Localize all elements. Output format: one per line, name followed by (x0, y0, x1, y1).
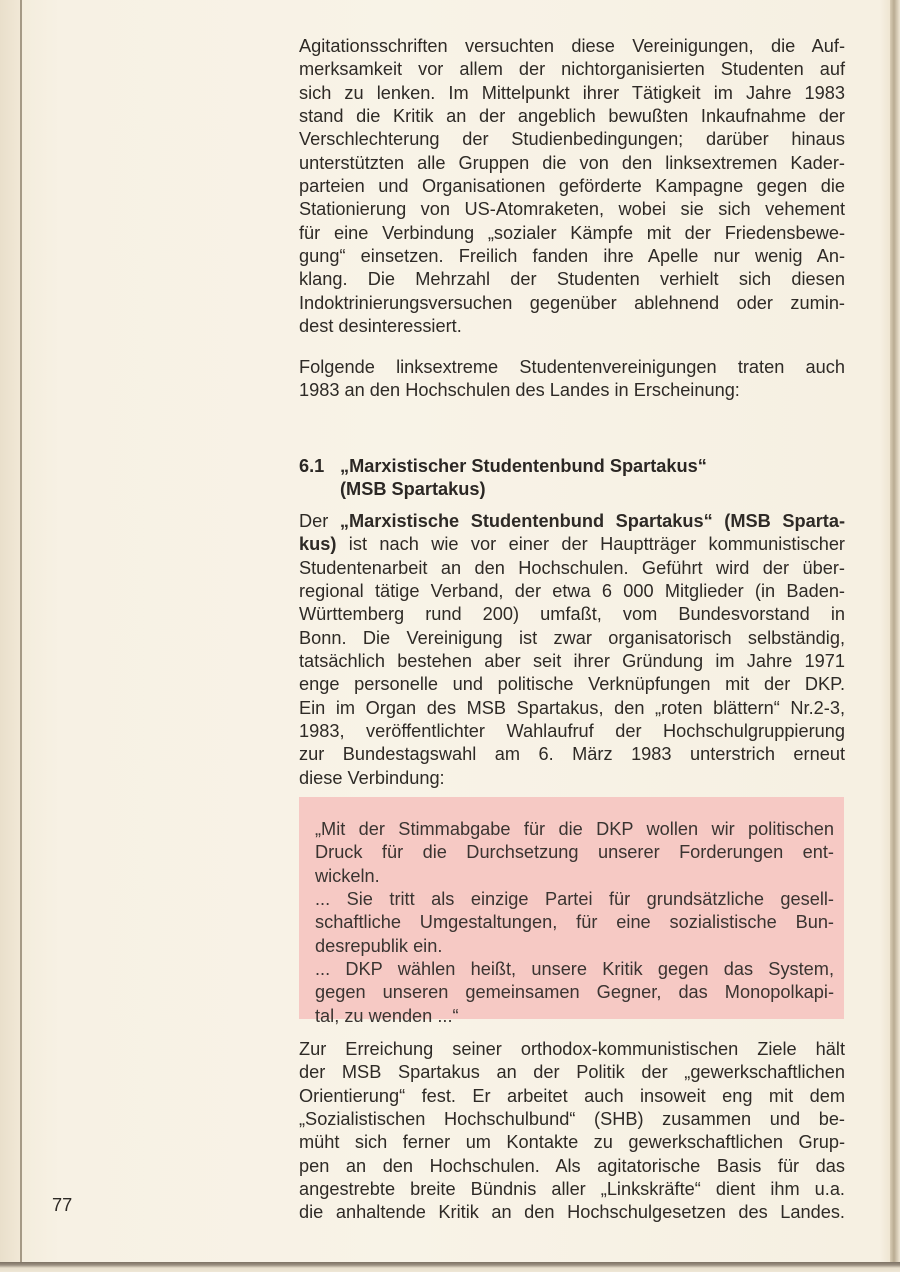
text-line: enge personelle und politische Verknüpfungen mit der DKP. (299, 674, 845, 695)
text-line: unterstützten alle Gruppen die von den linksextremen Kader- (299, 152, 845, 173)
text-line: pen an den Hochschulen. Als agitatorische Basis für das (299, 1155, 845, 1176)
text-line: für eine Verbindung „sozialer Kämpfe mit der Friedensbewe- (299, 222, 845, 243)
text-line: gung“ einsetzen. Freilich fanden ihre Apelle nur wenig An- (299, 246, 845, 267)
text-line: Zur Erreichung seiner orthodox-kommunistischen Ziele hält (299, 1039, 845, 1059)
text-line: Verschlechterung der Studienbedingungen; darüber hinaus (299, 129, 845, 150)
section-heading (299, 455, 707, 502)
text-line: Folgende linksextreme Studentenvereinigungen traten auch (299, 357, 845, 377)
quote-line: ... DKP wählen heißt, unsere Kritik gegen das System, (315, 959, 834, 980)
transition-paragraph (299, 356, 845, 403)
text-line: der MSB Spartakus an der Politik der „gewerkschaftlichen (299, 1062, 845, 1083)
text-line (299, 533, 845, 556)
text-line: diese Verbindung: (299, 767, 445, 788)
binding-gutter (0, 0, 20, 1272)
text-run: Der (299, 511, 340, 531)
body-paragraph-msb (299, 510, 845, 790)
text-line: sich zu lenken. Im Mittelpunkt ihrer Tätigkeit im Jahre 1983 (299, 82, 845, 103)
page-bottom-edge-shadow (0, 1262, 900, 1272)
quote-line: tal, zu wenden ...“ (315, 1005, 459, 1026)
text-line: müht sich ferner um Kontakte zu gewerkschaftlichen Grup- (299, 1132, 845, 1153)
text-line: klang. Die Mehrzahl der Studenten verhielt sich diesen (299, 269, 845, 290)
text-line: Orientierung“ fest. Er arbeitet auch insoweit eng mit dem (299, 1085, 845, 1106)
bold-organization-name-end: kus) (299, 534, 337, 555)
intro-paragraph (299, 35, 845, 338)
text-line: die anhaltende Kritik an den Hochschulgesetzen des Landes. (299, 1202, 845, 1223)
binding-fold-line (20, 0, 22, 1265)
text-line: merksamkeit vor allem der nichtorganisierten Studenten auf (299, 59, 845, 80)
text-run: ist nach wie vor einer der Hauptträger kommunistischer (336, 534, 845, 555)
quote-line: „Mit der Stimmabgabe für die DKP wollen wir politischen (315, 819, 834, 839)
quote-line: Druck für die Durchsetzung unserer Forderungen ent- (315, 842, 834, 863)
text-line: parteien und Organisationen geförderte Kampagne gegen die (299, 176, 845, 197)
text-line: dest desinteressiert. (299, 316, 462, 337)
text-line: Studentenarbeit an den Hochschulen. Geführt wird der über- (299, 557, 845, 578)
quote-text (315, 818, 834, 1028)
text-line: „Sozialistischen Hochschulbund“ (SHB) zusammen und be- (299, 1109, 845, 1130)
text-line: Indoktrinierungsversuchen gegenüber ablehnend oder zumin- (299, 292, 845, 313)
text-line: 1983, veröffentlichter Wahlaufruf der Hochschulgruppierung (299, 721, 845, 742)
text-line: Württemberg rund 200) umfaßt, vom Bundesvorstand in (299, 604, 845, 625)
page-right-edge-shadow (890, 0, 900, 1272)
quote-line: schaftliche Umgestaltungen, für eine sozialistische Bun- (315, 912, 834, 933)
body-paragraph-strategy (299, 1038, 845, 1225)
text-line (299, 510, 845, 533)
text-line: Stationierung von US-Atomraketen, wobei sie sich vehement (299, 199, 845, 220)
text-line: Agitationsschriften versuchten diese Vereinigungen, die Auf- (299, 36, 845, 56)
text-line: Bonn. Die Vereinigung ist zwar organisatorisch selbständig, (299, 627, 845, 648)
section-title-line2: (MSB Spartakus) (340, 479, 486, 500)
text-line: tatsächlich bestehen aber seit ihrer Gründung im Jahre 1971 (299, 651, 845, 672)
text-line: angestrebte breite Bündnis aller „Linkskräfte“ dient ihm u.a. (299, 1179, 845, 1200)
quote-line: gegen unseren gemeinsamen Gegner, das Monopolkapi- (315, 982, 834, 1003)
page-number: 77 (52, 1195, 73, 1215)
text-line: zur Bundestagswahl am 6. März 1983 unterstrich erneut (299, 744, 845, 765)
section-number: 6.1 (299, 456, 325, 476)
text-line: 1983 an den Hochschulen des Landes in Erscheinung: (299, 380, 740, 401)
quote-line: desrepublik ein. (315, 935, 443, 956)
quote-line: ... Sie tritt als einzige Partei für grundsätzliche gesell- (315, 889, 834, 910)
bold-organization-name: „Marxistische Studentenbund Spartakus“ (MSB Sparta- (339, 511, 845, 531)
section-title-line1: „Marxistischer Studentenbund Spartakus“ (340, 456, 707, 476)
text-line: Ein im Organ des MSB Spartakus, den „roten blättern“ Nr.2-3, (299, 697, 845, 718)
text-line: regional tätige Verband, der etwa 6 000 Mitglieder (in Baden- (299, 581, 845, 602)
text-line: stand die Kritik an der angeblich bewußten Inkaufnahme der (299, 106, 845, 127)
quote-line: wickeln. (315, 865, 380, 886)
